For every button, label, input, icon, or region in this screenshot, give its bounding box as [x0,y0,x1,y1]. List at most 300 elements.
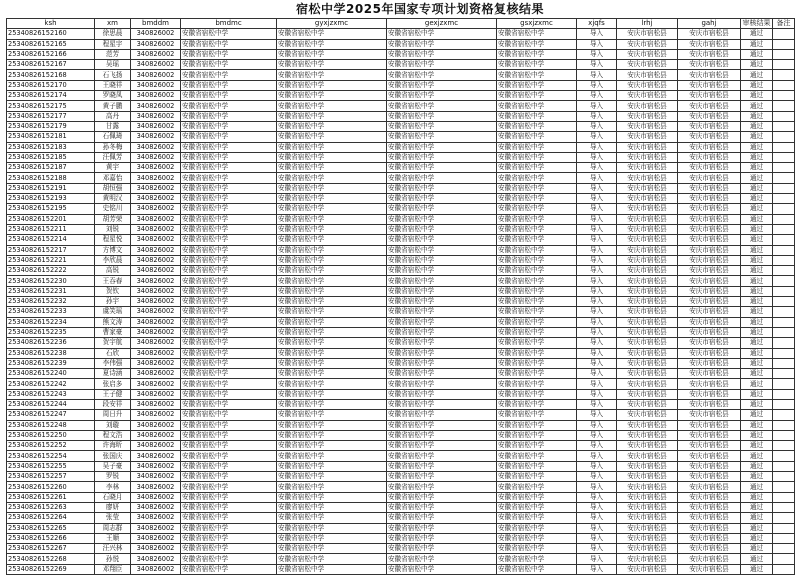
table-cell [773,91,795,101]
table-cell: 通过 [741,245,773,255]
table-row [7,60,795,70]
table-cell: 340826002 [131,297,181,307]
table-cell: 安徽省宿松中学 [277,399,387,409]
table-cell: 安庆市宿松县 [617,544,678,554]
table-cell: 导入 [577,564,617,574]
table-row [7,513,795,523]
table-cell: 安徽省宿松中学 [277,482,387,492]
table-cell: 340826002 [131,482,181,492]
table-cell [773,101,795,111]
table-cell: 导入 [577,307,617,317]
table-cell: 王顺 [95,533,131,543]
table-cell [773,379,795,389]
table-cell: 通过 [741,235,773,245]
table-cell: 25340826152234 [7,317,95,327]
table-cell: 25340826152185 [7,152,95,162]
table-row [7,472,795,482]
table-cell: 导入 [577,554,617,564]
table-cell: 安徽省宿松中学 [181,410,277,420]
column-header: gsxjzxmc [497,19,577,29]
table-cell: 安庆市宿松县 [617,399,678,409]
table-cell: 安庆市宿松县 [617,379,678,389]
table-cell: 25340826152244 [7,399,95,409]
table-cell: 安徽省宿松中学 [497,338,577,348]
table-cell [773,70,795,80]
table-cell: 安徽省宿松中学 [277,564,387,574]
table-cell: 导入 [577,80,617,90]
table-cell: 吴瑶 [95,60,131,70]
table-cell: 安徽省宿松中学 [387,420,497,430]
table-cell: 340826002 [131,163,181,173]
table-cell: 安徽省宿松中学 [497,70,577,80]
table-cell: 340826002 [131,420,181,430]
table-cell: 25340826152175 [7,101,95,111]
table-cell: 邓嘉怡 [95,173,131,183]
table-cell: 安徽省宿松中学 [181,142,277,152]
table-cell: 通过 [741,224,773,234]
table-row [7,554,795,564]
table-cell: 安徽省宿松中学 [277,327,387,337]
table-cell: 刘璇 [95,420,131,430]
table-cell: 安徽省宿松中学 [497,492,577,502]
table-cell: 安庆市宿松县 [678,420,741,430]
table-cell: 导入 [577,214,617,224]
table-cell: 通过 [741,111,773,121]
table-cell: 通过 [741,338,773,348]
table-cell: 安庆市宿松县 [617,420,678,430]
table-row [7,317,795,327]
table-cell: 25340826152252 [7,441,95,451]
table-cell: 吴子豪 [95,461,131,471]
table-cell: 安庆市宿松县 [678,245,741,255]
table-cell: 安庆市宿松县 [678,451,741,461]
table-cell: 黄子鹏 [95,101,131,111]
table-cell: 安徽省宿松中学 [181,80,277,90]
table-row [7,441,795,451]
table-cell: 25340826152188 [7,173,95,183]
table-cell: 25340826152201 [7,214,95,224]
table-cell: 安徽省宿松中学 [387,358,497,368]
table-cell: 安徽省宿松中学 [497,451,577,461]
table-cell: 通过 [741,523,773,533]
table-cell [773,472,795,482]
table-row [7,348,795,358]
table-cell: 导入 [577,358,617,368]
table-cell: 导入 [577,317,617,327]
table-cell: 通过 [741,266,773,276]
table-cell: 安徽省宿松中学 [181,204,277,214]
table-cell: 导入 [577,266,617,276]
table-cell: 安徽省宿松中学 [277,111,387,121]
table-cell: 安徽省宿松中学 [181,317,277,327]
table-cell: 孙冬梅 [95,142,131,152]
table-cell: 李伟强 [95,358,131,368]
table-cell: 安徽省宿松中学 [181,513,277,523]
table-cell: 张启多 [95,379,131,389]
table-cell: 安徽省宿松中学 [181,245,277,255]
column-header: ksh [7,19,95,29]
table-row [7,266,795,276]
table-cell: 通过 [741,80,773,90]
table-cell: 安庆市宿松县 [678,317,741,327]
table-cell: 安庆市宿松县 [617,224,678,234]
table-cell [773,533,795,543]
table-row [7,544,795,554]
table-cell: 25340826152217 [7,245,95,255]
table-cell: 安徽省宿松中学 [387,441,497,451]
table-cell: 周日升 [95,410,131,420]
table-cell: 25340826152255 [7,461,95,471]
table-cell: 安徽省宿松中学 [277,502,387,512]
table-cell: 刘锐 [95,224,131,234]
table-cell: 安徽省宿松中学 [497,502,577,512]
table-cell: 安徽省宿松中学 [387,255,497,265]
table-cell [773,255,795,265]
column-header: gexjzxmc [387,19,497,29]
table-cell: 导入 [577,183,617,193]
table-row [7,399,795,409]
table-cell [773,430,795,440]
table-cell: 340826002 [131,214,181,224]
table-cell: 导入 [577,132,617,142]
table-row [7,523,795,533]
table-cell: 安徽省宿松中学 [387,348,497,358]
table-cell: 通过 [741,121,773,131]
table-cell: 安徽省宿松中学 [387,132,497,142]
table-row [7,91,795,101]
table-cell: 安庆市宿松县 [678,513,741,523]
table-cell: 安徽省宿松中学 [277,204,387,214]
column-header: bmddm [131,19,181,29]
table-cell: 安徽省宿松中学 [277,214,387,224]
table-cell: 安徽省宿松中学 [181,399,277,409]
table-cell [773,369,795,379]
table-cell: 导入 [577,173,617,183]
table-cell: 史铭川 [95,204,131,214]
table-row [7,245,795,255]
table-cell: 安徽省宿松中学 [497,101,577,111]
table-cell: 安徽省宿松中学 [277,461,387,471]
table-cell: 340826002 [131,266,181,276]
table-cell: 安徽省宿松中学 [181,430,277,440]
table-cell: 340826002 [131,183,181,193]
table-cell: 安庆市宿松县 [678,214,741,224]
table-cell: 安徽省宿松中学 [387,286,497,296]
table-cell: 安徽省宿松中学 [277,533,387,543]
table-cell [773,39,795,49]
table-cell: 安徽省宿松中学 [181,29,277,39]
table-cell: 安徽省宿松中学 [497,523,577,533]
table-cell: 安徽省宿松中学 [387,564,497,574]
table-cell: 安庆市宿松县 [678,482,741,492]
table-cell: 张国庆 [95,451,131,461]
table-cell: 导入 [577,29,617,39]
table-cell: 安徽省宿松中学 [181,451,277,461]
table-cell: 安徽省宿松中学 [387,142,497,152]
table-cell: 340826002 [131,173,181,183]
table-cell: 石欣 [95,348,131,358]
table-cell: 安徽省宿松中学 [387,235,497,245]
table-cell: 安徽省宿松中学 [387,317,497,327]
table-cell: 安徽省宿松中学 [277,266,387,276]
table-cell: 安徽省宿松中学 [277,492,387,502]
table-cell: 340826002 [131,523,181,533]
table-cell [773,338,795,348]
table-cell: 安徽省宿松中学 [497,214,577,224]
table-cell: 安徽省宿松中学 [277,142,387,152]
table-cell: 安庆市宿松县 [678,441,741,451]
table-cell: 安徽省宿松中学 [497,327,577,337]
table-cell: 安徽省宿松中学 [387,297,497,307]
table-cell: 安庆市宿松县 [678,564,741,574]
table-cell: 安徽省宿松中学 [277,91,387,101]
table-row [7,451,795,461]
column-header: gyxjzxmc [277,19,387,29]
table-cell: 25340826152239 [7,358,95,368]
table-cell: 安徽省宿松中学 [277,70,387,80]
table-cell: 安庆市宿松县 [678,49,741,59]
table-cell: 340826002 [131,152,181,162]
table-row [7,111,795,121]
table-cell [773,111,795,121]
table-cell: 安徽省宿松中学 [181,348,277,358]
table-cell: 25340826152193 [7,194,95,204]
table-cell: 安徽省宿松中学 [387,194,497,204]
table-cell: 安徽省宿松中学 [277,80,387,90]
table-cell: 340826002 [131,101,181,111]
table-cell: 安庆市宿松县 [678,91,741,101]
table-cell: 安徽省宿松中学 [497,235,577,245]
table-cell: 导入 [577,348,617,358]
table-cell: 安徽省宿松中学 [277,60,387,70]
table-cell: 安庆市宿松县 [678,255,741,265]
table-cell [773,327,795,337]
table-cell: 340826002 [131,255,181,265]
table-cell: 安庆市宿松县 [617,513,678,523]
table-row [7,142,795,152]
table-cell: 25340826152247 [7,410,95,420]
table-cell: 安庆市宿松县 [617,266,678,276]
table-cell: 安庆市宿松县 [617,389,678,399]
table-cell: 340826002 [131,204,181,214]
table-cell: 高锐 [95,266,131,276]
table-cell: 通过 [741,327,773,337]
table-cell [773,441,795,451]
table-cell: 安庆市宿松县 [678,121,741,131]
table-row [7,183,795,193]
table-cell: 黄宇 [95,163,131,173]
table-cell: 25340826152269 [7,564,95,574]
document-page [6,0,794,573]
table-cell: 安庆市宿松县 [617,235,678,245]
table-cell: 安徽省宿松中学 [387,554,497,564]
table-cell: 安庆市宿松县 [678,80,741,90]
table-cell: 贺钦 [95,286,131,296]
table-cell: 安庆市宿松县 [678,132,741,142]
table-cell: 贺宇航 [95,338,131,348]
table-cell: 安徽省宿松中学 [277,101,387,111]
table-cell: 安徽省宿松中学 [277,121,387,131]
table-cell: 340826002 [131,389,181,399]
table-cell: 安徽省宿松中学 [277,420,387,430]
table-cell: 安徽省宿松中学 [497,80,577,90]
table-cell: 25340826152238 [7,348,95,358]
table-cell: 安庆市宿松县 [678,142,741,152]
table-cell: 导入 [577,101,617,111]
table-cell: 340826002 [131,472,181,482]
table-cell: 段安祥 [95,399,131,409]
table-cell: 340826002 [131,492,181,502]
table-cell: 25340826152263 [7,502,95,512]
table-cell: 安徽省宿松中学 [387,163,497,173]
table-cell: 安徽省宿松中学 [277,513,387,523]
table-cell: 安庆市宿松县 [678,533,741,543]
table-cell: 通过 [741,389,773,399]
table-cell: 安徽省宿松中学 [387,111,497,121]
table-cell [773,502,795,512]
table-cell: 通过 [741,297,773,307]
table-cell: 安庆市宿松县 [617,451,678,461]
table-cell: 安徽省宿松中学 [387,183,497,193]
table-cell: 徐思晨 [95,29,131,39]
table-cell: 安徽省宿松中学 [181,297,277,307]
table-cell: 安徽省宿松中学 [181,132,277,142]
table-cell: 王晓祥 [95,80,131,90]
table-cell: 安徽省宿松中学 [181,152,277,162]
table-cell: 安徽省宿松中学 [387,451,497,461]
table-cell: 罗晓凤 [95,91,131,101]
table-cell: 导入 [577,163,617,173]
table-cell: 安庆市宿松县 [617,369,678,379]
table-cell: 导入 [577,286,617,296]
table-cell: 340826002 [131,451,181,461]
table-cell: 安徽省宿松中学 [277,49,387,59]
table-cell: 通过 [741,399,773,409]
table-cell: 安徽省宿松中学 [387,482,497,492]
table-cell [773,214,795,224]
table-cell: 通过 [741,482,773,492]
table-cell: 安徽省宿松中学 [387,276,497,286]
table-cell: 340826002 [131,358,181,368]
table-cell: 安徽省宿松中学 [497,297,577,307]
table-cell: 25340826152221 [7,255,95,265]
table-cell [773,183,795,193]
table-cell: 安徽省宿松中学 [387,101,497,111]
table-cell: 安徽省宿松中学 [181,276,277,286]
table-cell: 安徽省宿松中学 [387,39,497,49]
table-cell: 25340826152177 [7,111,95,121]
table-cell: 通过 [741,513,773,523]
table-cell: 安徽省宿松中学 [497,255,577,265]
table-row [7,379,795,389]
table-cell: 安庆市宿松县 [617,29,678,39]
table-cell: 安庆市宿松县 [617,410,678,420]
table-cell: 25340826152233 [7,307,95,317]
table-cell: 通过 [741,307,773,317]
table-cell: 25340826152261 [7,492,95,502]
table-cell: 导入 [577,276,617,286]
table-cell: 熊文涛 [95,317,131,327]
table-cell: 通过 [741,214,773,224]
table-cell: 340826002 [131,327,181,337]
table-cell: 340826002 [131,121,181,131]
table-cell: 安徽省宿松中学 [181,70,277,80]
table-row [7,204,795,214]
table-cell: 安庆市宿松县 [678,399,741,409]
table-cell: 安庆市宿松县 [678,70,741,80]
table-cell [773,451,795,461]
table-cell: 虞笑瑶 [95,307,131,317]
table-cell: 方博文 [95,245,131,255]
table-cell: 安庆市宿松县 [678,554,741,564]
table-row [7,420,795,430]
table-cell: 安庆市宿松县 [617,523,678,533]
table-cell: 25340826152174 [7,91,95,101]
table-cell: 安庆市宿松县 [617,121,678,131]
table-cell: 安庆市宿松县 [678,204,741,214]
table-cell: 安徽省宿松中学 [277,451,387,461]
table-cell: 通过 [741,461,773,471]
table-cell: 安徽省宿松中学 [277,132,387,142]
table-cell: 通过 [741,420,773,430]
table-cell: 通过 [741,410,773,420]
table-cell: 安庆市宿松县 [678,307,741,317]
table-cell [773,492,795,502]
table-cell [773,80,795,90]
table-cell: 安庆市宿松县 [617,297,678,307]
table-cell: 通过 [741,430,773,440]
table-cell: 导入 [577,523,617,533]
table-cell: 安庆市宿松县 [678,286,741,296]
table-cell: 安徽省宿松中学 [181,121,277,131]
table-cell: 导入 [577,91,617,101]
table-cell: 25340826152211 [7,224,95,234]
table-cell: 25340826152167 [7,60,95,70]
table-cell: 安庆市宿松县 [678,379,741,389]
table-cell: 安徽省宿松中学 [387,472,497,482]
table-cell: 安庆市宿松县 [678,235,741,245]
table-cell: 石佩琦 [95,132,131,142]
table-cell: 安庆市宿松县 [617,194,678,204]
table-cell: 安徽省宿松中学 [497,461,577,471]
table-cell: 安徽省宿松中学 [277,430,387,440]
table-cell: 通过 [741,101,773,111]
table-row [7,29,795,39]
table-cell: 安庆市宿松县 [678,101,741,111]
table-cell: 安徽省宿松中学 [497,389,577,399]
table-cell: 安徽省宿松中学 [497,399,577,409]
table-cell: 范芳 [95,49,131,59]
table-row [7,214,795,224]
table-cell: 340826002 [131,338,181,348]
table-cell [773,266,795,276]
table-cell: 安徽省宿松中学 [497,163,577,173]
table-cell: 安徽省宿松中学 [387,430,497,440]
table-cell: 安庆市宿松县 [678,502,741,512]
table-cell: 安庆市宿松县 [678,358,741,368]
table-cell: 安庆市宿松县 [617,70,678,80]
table-cell: 340826002 [131,49,181,59]
table-cell: 通过 [741,183,773,193]
table-cell: 通过 [741,451,773,461]
table-cell: 25340826152168 [7,70,95,80]
table-cell: 安徽省宿松中学 [387,379,497,389]
table-cell: 安庆市宿松县 [678,39,741,49]
table-cell: 安徽省宿松中学 [387,224,497,234]
table-cell [773,29,795,39]
table-cell: 导入 [577,194,617,204]
table-row [7,533,795,543]
